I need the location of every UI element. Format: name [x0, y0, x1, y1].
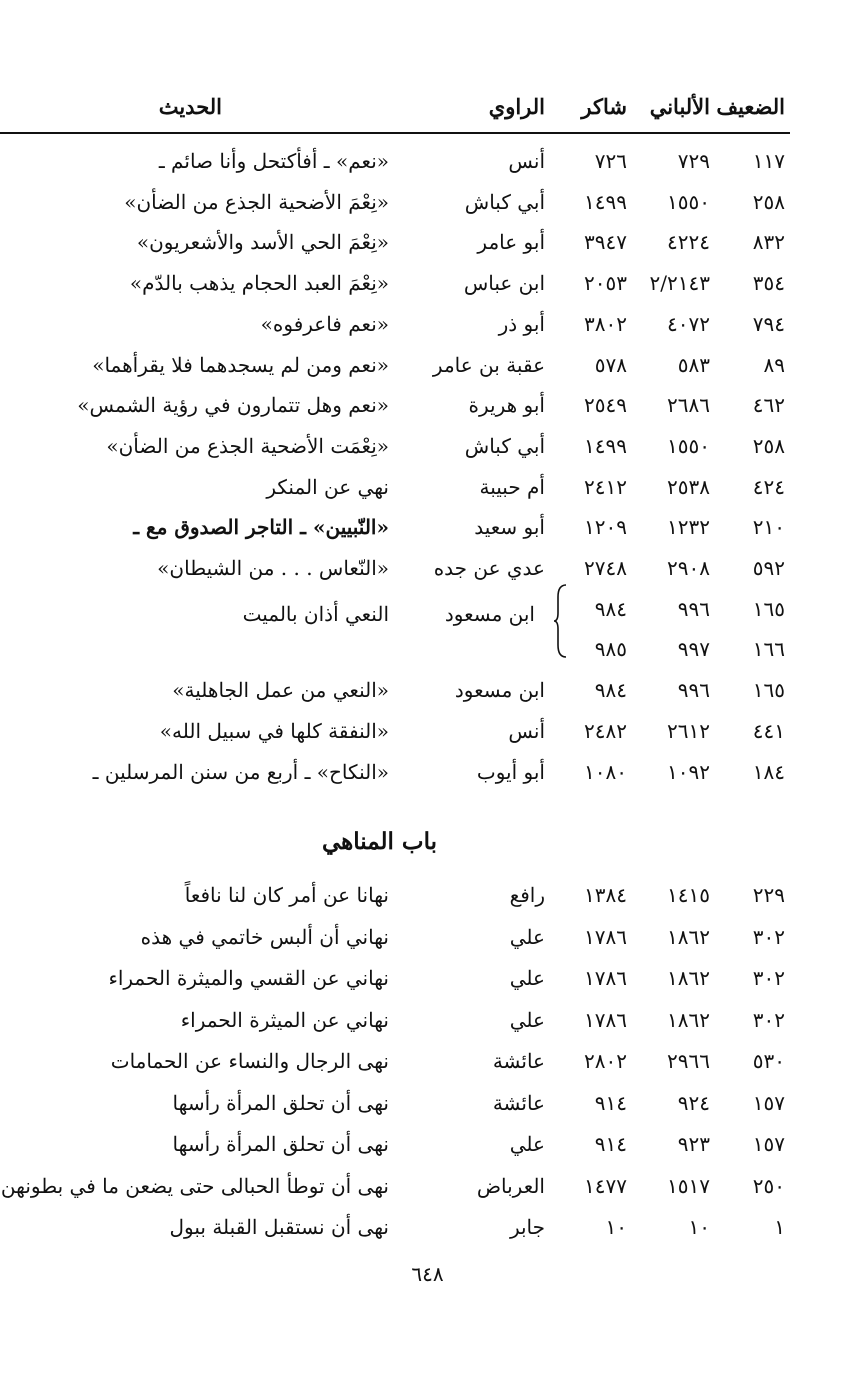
table-row — [0, 959, 855, 997]
cell-rawi: جابر — [509, 1215, 545, 1239]
table-row — [0, 346, 855, 384]
cell-daif: ١٦٥ — [752, 678, 785, 703]
cell-albani: ٢٩٦٦ — [667, 1049, 710, 1073]
cell-albani: ١٥٥٠ — [667, 189, 710, 214]
cell-shakir: ١٠ — [605, 1215, 627, 1239]
cell-daif: ٢٥٠ — [752, 1173, 785, 1198]
cell-albani: ٩٩٦ — [677, 596, 710, 621]
table-row — [0, 630, 855, 668]
cell-rawi: عائشة — [492, 1049, 545, 1073]
cell-shakir: ٥٧٨ — [594, 352, 627, 377]
cell-hadith: «النفقة كلها في سبيل الله» — [159, 718, 389, 743]
cell-rawi: عقبة بن عامر — [432, 352, 545, 377]
table-row — [0, 183, 855, 221]
cell-shakir: ١٤٩٩ — [584, 189, 627, 214]
cell-shakir: ١٤٩٩ — [584, 433, 627, 458]
cell-shakir: ٩١٤ — [594, 1090, 627, 1115]
cell-albani: ٥٨٣ — [677, 352, 710, 377]
cell-hadith: «نعم» ـ أفأكتحل وأنا صائم ـ — [158, 149, 389, 173]
cell-shakir: ١٧٨٦ — [584, 924, 627, 949]
cell-shakir: ٩٨٥ — [594, 637, 627, 662]
cell-daif: ٣٠٢ — [752, 924, 785, 949]
cell-rawi: أبو سعيد — [474, 515, 545, 540]
cell-rawi: علي — [509, 1007, 545, 1032]
table-row — [0, 918, 855, 956]
cell-hadith: نهى أن توطأ الحبالى حتى يضعن ما في بطونهن — [0, 1173, 389, 1198]
cell-albani: ١٨٦٢ — [667, 1007, 710, 1032]
cell-albani: ١٠٩٢ — [667, 759, 710, 784]
cell-shakir: ٩٨٤ — [594, 596, 627, 621]
cell-albani: ١٥٥٠ — [667, 433, 710, 458]
cell-daif: ٣٥٤ — [752, 271, 785, 296]
cell-hadith: «نِعْمَت الأضحية الجذع من الضأن» — [106, 433, 389, 458]
cell-shakir: ٣٨٠٢ — [584, 311, 627, 336]
cell-hadith: نهى أن تحلق المرأة رأسها — [172, 1132, 389, 1156]
cell-daif: ٤٢٤ — [752, 474, 785, 499]
cell-albani: ٩٢٣ — [677, 1132, 710, 1156]
cell-albani: ٢/٢١٤٣ — [649, 271, 710, 296]
cell-shakir: ٢٤١٢ — [584, 474, 627, 499]
table-row — [0, 1042, 855, 1080]
cell-hadith: نهانا عن أمر كان لنا نافعاً — [184, 883, 389, 907]
table-row — [0, 712, 855, 750]
table-row — [0, 1084, 855, 1122]
cell-albani: ١٤١٥ — [667, 883, 710, 907]
cell-rawi: ابن عباس — [463, 271, 545, 296]
cell-daif: ١٦٥ — [752, 596, 785, 621]
merged-hadith: النعي أذان بالميت — [242, 602, 389, 626]
cell-shakir: ٢٤٨٢ — [584, 718, 627, 743]
table-row — [0, 671, 855, 709]
table-row — [0, 1125, 855, 1163]
merged-rawi: ابن مسعود — [444, 602, 535, 626]
table-row — [0, 549, 855, 587]
cell-hadith: «النّعاس . . . من الشيطان» — [157, 556, 389, 580]
cell-shakir: ١٤٧٧ — [584, 1173, 627, 1198]
header-shakir: شاكر — [581, 94, 627, 119]
cell-albani: ١٨٦٢ — [667, 966, 710, 990]
table-row — [0, 1167, 855, 1205]
page-number: ٦٤٨ — [411, 1262, 444, 1286]
cell-rawi: أبو أيوب — [476, 759, 545, 784]
cell-daif: ٣٠٢ — [752, 1007, 785, 1032]
cell-daif: ١٨٤ — [752, 759, 785, 784]
cell-daif: ١٥٧ — [752, 1132, 785, 1156]
cell-albani: ٩٢٤ — [677, 1090, 710, 1115]
cell-shakir: ٢٧٤٨ — [584, 556, 627, 580]
cell-shakir: ٩١٤ — [594, 1132, 627, 1156]
cell-daif: ٣٠٢ — [752, 966, 785, 990]
cell-hadith: نهاني عن الميثرة الحمراء — [180, 1007, 389, 1032]
cell-daif: ١١٧ — [752, 149, 785, 173]
cell-rawi: أبو هريرة — [468, 393, 545, 418]
table-row — [0, 223, 855, 261]
header-hadith: الحديث — [158, 94, 222, 119]
cell-albani: ٢٥٣٨ — [667, 474, 710, 499]
cell-daif: ٢٥٨ — [752, 433, 785, 458]
cell-rawi: أبو عامر — [477, 230, 545, 255]
cell-hadith: «نعم وهل تتمارون في رؤية الشمس» — [77, 393, 389, 418]
table-row — [0, 876, 855, 914]
cell-rawi: أم حبيبة — [479, 474, 545, 499]
table-row — [0, 468, 855, 506]
cell-albani: ٩٩٦ — [677, 678, 710, 703]
table-row — [0, 1001, 855, 1039]
group-brace — [554, 583, 570, 659]
table-row — [0, 508, 855, 546]
cell-hadith: نهى الرجال والنساء عن الحمامات — [110, 1049, 389, 1073]
header-divider — [0, 132, 790, 134]
cell-hadith: «نعم ومن لم يسجدهما فلا يقرأهما» — [92, 352, 389, 377]
cell-albani: ١٢٣٢ — [667, 515, 710, 540]
cell-hadith: «نِعْمَ الحي الأسد والأشعريون» — [136, 230, 389, 255]
cell-daif: ٢١٠ — [752, 515, 785, 540]
cell-shakir: ٢٨٠٢ — [584, 1049, 627, 1073]
cell-daif: ١ — [774, 1215, 785, 1239]
cell-rawi: ابن مسعود — [454, 678, 545, 703]
cell-hadith: نهى أن تحلق المرأة رأسها — [172, 1090, 389, 1115]
table-header — [0, 94, 855, 134]
cell-daif: ٧٩٤ — [752, 311, 785, 336]
cell-albani: ١٠ — [688, 1215, 710, 1239]
cell-hadith: نهى أن نستقبل القبلة ببول — [169, 1215, 389, 1239]
cell-hadith: «نِعْمَ العبد الحجام يذهب بالدّم» — [129, 271, 389, 296]
table-row — [0, 386, 855, 424]
cell-albani: ٤٠٧٢ — [667, 311, 710, 336]
cell-daif: ٤٦٢ — [752, 393, 785, 418]
cell-shakir: ١٣٨٤ — [584, 883, 627, 907]
cell-albani: ٢٩٠٨ — [667, 556, 710, 580]
table-row — [0, 305, 855, 343]
cell-daif: ٥٣٠ — [752, 1049, 785, 1073]
cell-rawi: أنس — [508, 718, 545, 743]
cell-hadith: «النكاح» ـ أربع من سنن المرسلين ـ — [92, 759, 389, 784]
cell-albani: ٩٩٧ — [677, 637, 710, 662]
cell-albani: ١٥١٧ — [667, 1173, 710, 1198]
cell-albani: ٢٦٨٦ — [667, 393, 710, 418]
cell-hadith: «النّبيين» ـ التاجر الصدوق مع ـ — [133, 515, 389, 540]
cell-daif: ١٦٦ — [752, 637, 785, 662]
cell-rawi: علي — [509, 966, 545, 990]
cell-rawi: أبي كباش — [464, 189, 545, 214]
cell-daif: ٢٥٨ — [752, 189, 785, 214]
cell-rawi: علي — [509, 924, 545, 949]
cell-rawi: العرباض — [476, 1173, 545, 1198]
section-title: باب المناهي — [321, 828, 437, 855]
cell-shakir: ١٧٨٦ — [584, 1007, 627, 1032]
table-row — [0, 590, 855, 628]
cell-shakir: ٧٢٦ — [594, 149, 627, 173]
cell-daif: ٤٤١ — [752, 718, 785, 743]
header-albani: الألباني — [649, 94, 710, 119]
cell-albani: ٢٦١٢ — [667, 718, 710, 743]
cell-rawi: علي — [509, 1132, 545, 1156]
cell-shakir: ١٧٨٦ — [584, 966, 627, 990]
cell-hadith: نهاني عن القسي والميثرة الحمراء — [108, 966, 389, 990]
cell-shakir: ١٢٠٩ — [584, 515, 627, 540]
cell-hadith: «النعي من عمل الجاهلية» — [172, 678, 389, 703]
cell-rawi: أنس — [508, 149, 545, 173]
header-daif: الضعيف — [716, 94, 785, 119]
cell-rawi: أبي كباش — [464, 433, 545, 458]
cell-hadith: «نِعْمَ الأضحية الجذع من الضأن» — [124, 189, 389, 214]
cell-rawi: عائشة — [492, 1090, 545, 1115]
cell-shakir: ١٠٨٠ — [584, 759, 627, 784]
cell-daif: ٨٩ — [763, 352, 785, 377]
cell-rawi: رافع — [509, 883, 545, 907]
cell-shakir: ٢٥٤٩ — [584, 393, 627, 418]
cell-shakir: ٢٠٥٣ — [584, 271, 627, 296]
cell-shakir: ٩٨٤ — [594, 678, 627, 703]
cell-hadith: نهاني أن ألبس خاتمي في هذه — [140, 924, 389, 949]
cell-daif: ١٥٧ — [752, 1090, 785, 1115]
table-row — [0, 427, 855, 465]
table-row — [0, 753, 855, 791]
cell-rawi: أبو ذر — [498, 311, 545, 336]
cell-albani: ٧٢٩ — [677, 149, 710, 173]
table-row — [0, 142, 855, 180]
table-row — [0, 264, 855, 302]
cell-daif: ٢٢٩ — [752, 883, 785, 907]
cell-shakir: ٣٩٤٧ — [584, 230, 627, 255]
table-row — [0, 1208, 855, 1246]
cell-daif: ٨٣٢ — [752, 230, 785, 255]
cell-rawi: عدي عن جده — [433, 556, 545, 580]
cell-albani: ٤٢٢٤ — [667, 230, 710, 255]
cell-hadith: «نعم فاعرفوه» — [260, 311, 389, 336]
cell-albani: ١٨٦٢ — [667, 924, 710, 949]
cell-hadith: نهي عن المنكر — [266, 474, 389, 499]
header-rawi: الراوي — [488, 94, 545, 119]
cell-daif: ٥٩٢ — [752, 556, 785, 580]
